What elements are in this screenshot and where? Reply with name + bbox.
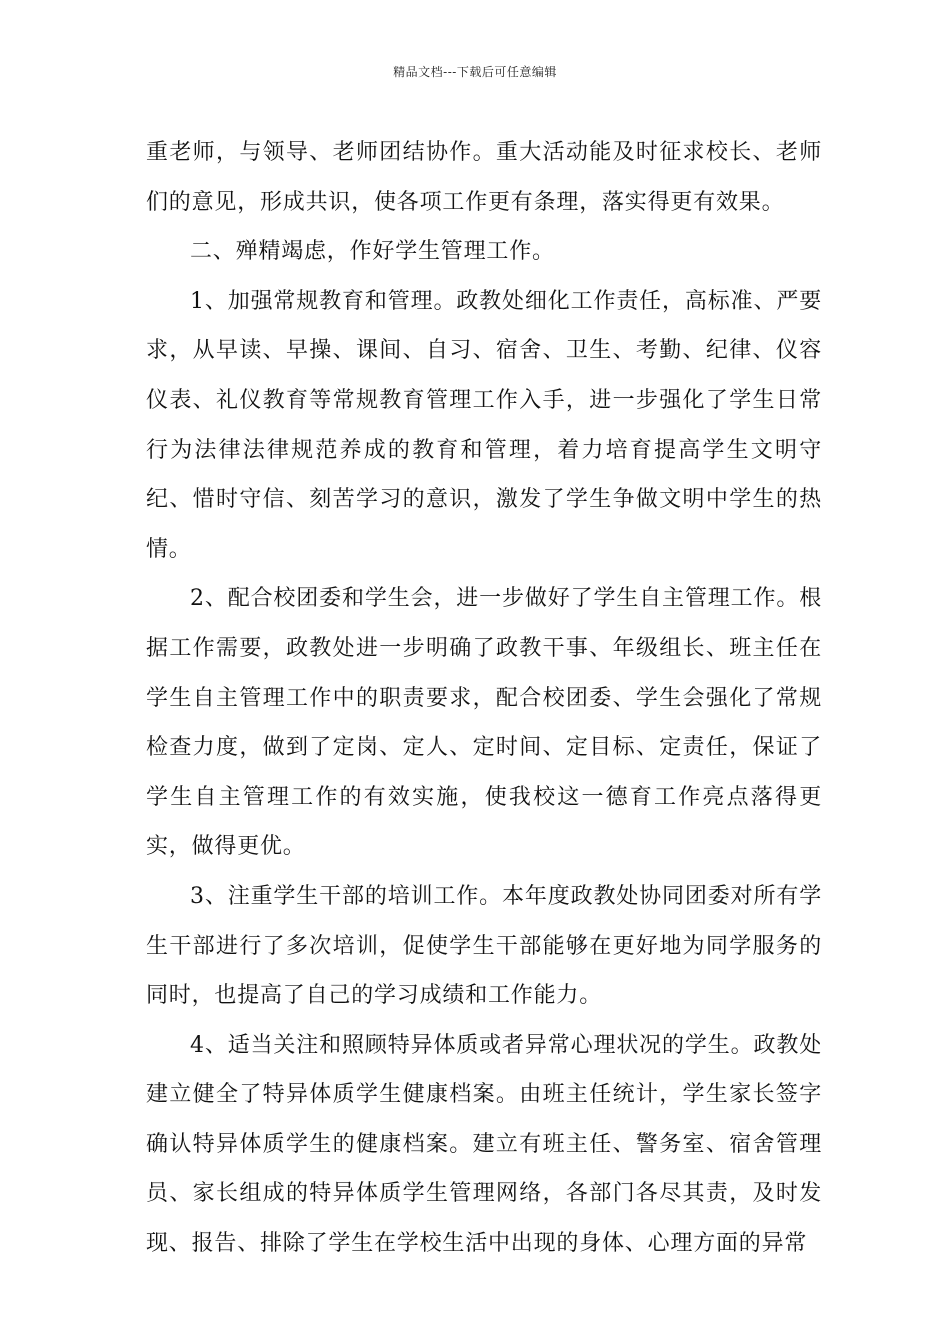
paragraph-item-2: 2、配合校团委和学生会，进一步做好了学生自主管理工作。根据工作需要，政教处进一步明确了政教干事、年级组长、班主任在学生自主管理工作中的职责要求，配合校团委、学生会强化了常规检查力度，做到了定岗、定人、定时间、定目标、定责任，保证了学生自主管理工作的有效实施，使我校这一德育工作亮点落得更实，做得更优。: [146, 586, 822, 860]
document-body: [146, 128, 822, 1269]
paragraph-item-1: 1、加强常规教育和管理。政教处细化工作责任，高标准、严要求，从早读、早操、课间、自习、宿舍、卫生、考勤、纪律、仪容仪表、礼仪教育等常规教育管理工作入手，进一步强化了学生日常行为法律法律规范养成的教育和管理，着力培育提高学生文明守纪、惜时守信、刻苦学习的意识，激发了学生争做文明中学生的热情。: [146, 288, 822, 562]
paragraph-item-4: 4、适当关注和照顾特异体质或者异常心理状况的学生。政教处建立健全了特异体质学生健康档案。由班主任统计，学生家长签字确认特异体质学生的健康档案。建立有班主任、警务室、宿舍管理员、家长组成的特异体质学生管理网络，各部门各尽其责，及时发现、报告、排除了学生在学校生活中出现的身体、心理方面的异常: [146, 1032, 822, 1257]
paragraph-continuation: 重老师，与领导、老师团结协作。重大活动能及时征求校长、老师们的意见，形成共识，使各项工作更有条理，落实得更有效果。: [146, 140, 822, 215]
page-header: 精品文档---下载后可任意编辑: [393, 65, 557, 79]
section-heading: 二、殚精竭虑，作好学生管理工作。: [190, 239, 555, 265]
paragraph-item-3: 3、注重学生干部的培训工作。本年度政教处协同团委对所有学生干部进行了多次培训，促使学生干部能够在更好地为同学服务的同时，也提高了自己的学习成绩和工作能力。: [146, 883, 822, 1009]
